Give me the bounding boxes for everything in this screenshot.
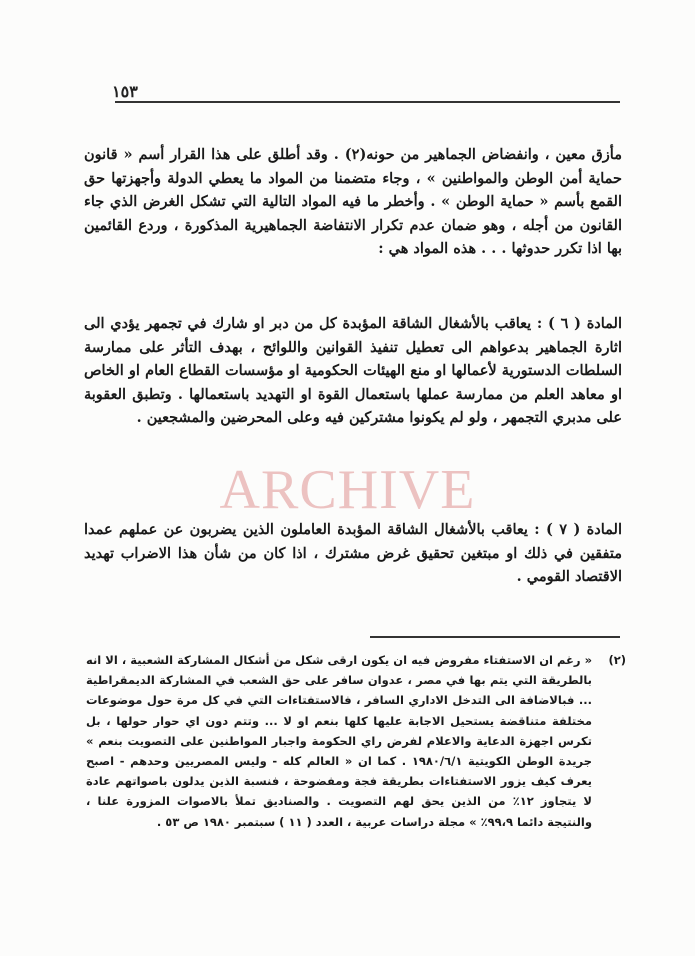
article-7-paragraph	[84, 518, 622, 589]
paragraph-text: المادة ( ٧ ) : يعاقب بالأشغال الشاقة المؤبدة العاملون الذين يضربون عن عملهم عمدا متفقين في ذلك او مبتغين تحقيق غرض مشترك ، اذا كان من شأن هذا الاضراب تهديد الاقتصاد القومي .	[84, 521, 622, 586]
footnote-marker: (٢)	[608, 653, 626, 667]
paragraph-text: مأزق معين ، وانفضاض الجماهير من حونه(٢) . وقد أطلق على هذا القرار أسم « قانون حماية أمن الوطن والمواطنين » ، وجاء متضمنا من المواد ما يعطي الدولة وأجهزتها حق القمع بأسم « حماية الوطن » . وأخطر ما فيه المواد التالية التي تشكل الغرض الذي جاء القانون من أجله ، وهو ضمان عدم تكرار الانتفاضة الجماهيرية المذكورة ، وردع القائمين بها اذا تكرر حدوثها . . . هذه المواد هي :	[84, 146, 622, 258]
page-number: ١٥٣	[112, 82, 138, 101]
body-paragraph-1	[84, 143, 622, 261]
header-rule	[115, 101, 620, 103]
footnote	[86, 650, 626, 832]
footnote-separator	[370, 636, 620, 638]
archive-watermark: ARCHIVE	[219, 459, 476, 521]
paragraph-text: المادة ( ٦ ) : يعاقب بالأشغال الشاقة المؤبدة كل من دبر او شارك في تجمهر يؤدي الى اثارة الجماهير بدعواهم الى تعطيل تنفيذ القوانين واللوائح ، بهدف التأثر على ممارسة السلطات الدستورية لأعمالها او منع الهيئات الحكومية او مؤسسات القطاع العام او الخاص او معاهد العلم من ممارسة عملها باستعمال القوة او التهديد باستعمالها . وتطبق العقوبة على مدبري التجمهر ، ولو لم يكونوا مشتركين فيه وعلى المحرضين والمشجعين .	[84, 315, 622, 427]
article-6-paragraph	[84, 312, 622, 430]
footnote-text: « رغم ان الاستفتاء مفروض فيه ان يكون ارقى شكل من أشكال المشاركة الشعبية ، الا انه بالطريقة التي يتم بها في مصر ، عدوان سافر على حق الشعب في المشاركة الديمقراطية ... فبالاضافة الى التدخل الاداري السافر ، فالاستفتاءات التي في كل مرة حول موضوعات مختلفة متناقضة يستحيل الاجابة عليها كلها بنعم او لا ... وتتم دون اي حوار حولها ، بل تكرس اجهزة الدعاية والاعلام لفرض راي الحكومة واجبار المواطنين على التصويت بنعم » جريدة الوطن الكويتية ١٩٨٠/٦/١ . كما ان « العالم كله - وليس المصريين وحدهم - اصبح يعرف كيف يزور الاستفتاءات بطريقة فجة ومفضوحة ، فنسبة الذين يدلون باصواتهم عادة لا يتجاوز ١٢٪ من الذين يحق لهم التصويت . والصناديق تملأ بالاصوات المزورة علنا ، والنتيجة دائما ٩٩،٩٪ » مجلة دراسات عربية ، العدد ( ١١ ) سبتمبر ١٩٨٠ ص ٥٣ .	[86, 653, 592, 829]
